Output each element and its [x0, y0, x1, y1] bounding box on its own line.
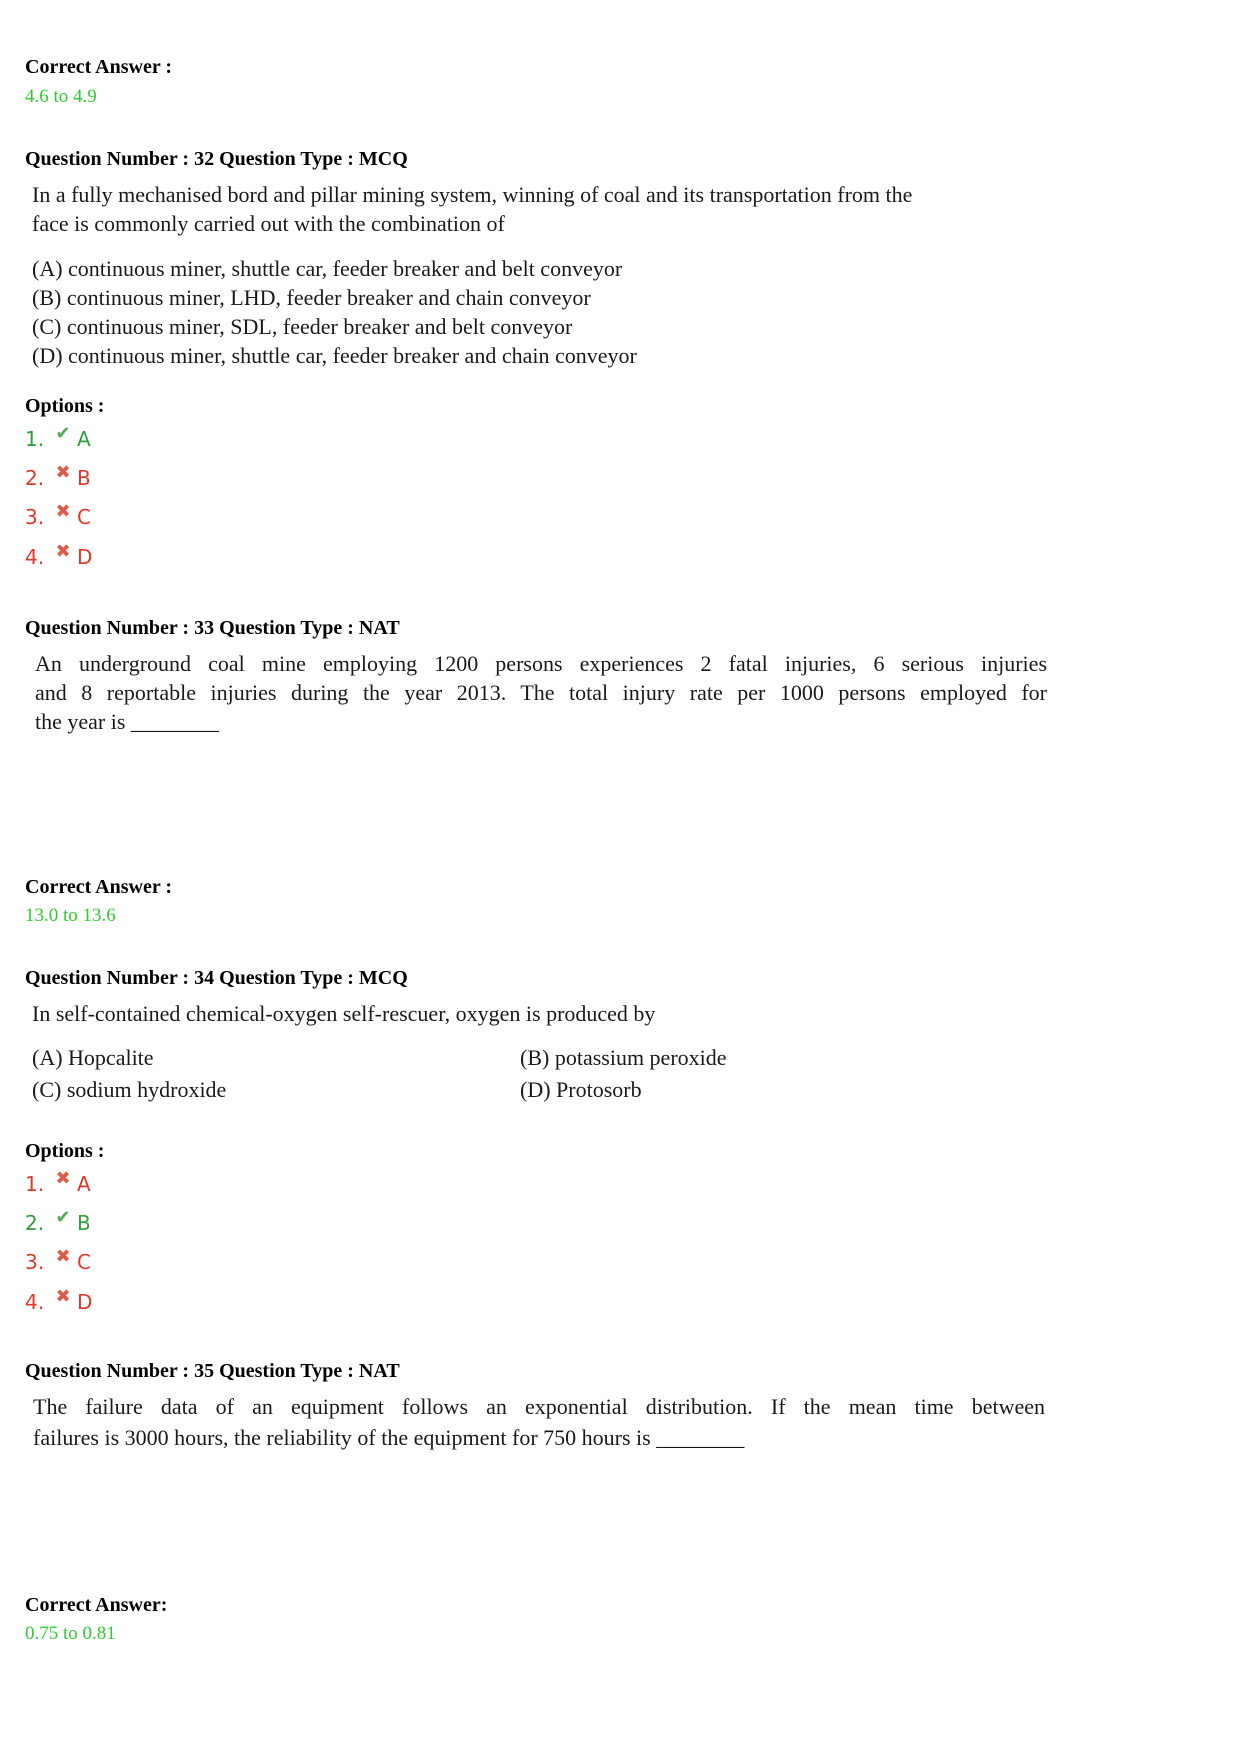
q33-answer-label: Correct Answer : — [25, 876, 172, 898]
q33-text-line2: and 8 reportable injuries during the year 2013. The total injury rate per 1000 persons employed for — [35, 680, 1047, 705]
q32-option-3 — [25, 500, 91, 529]
q34-header: Question Number : 34 Question Type : MCQ — [25, 967, 408, 989]
q32-choice-a: (A) continuous miner, shuttle car, feeder breaker and belt conveyor — [32, 256, 623, 281]
q33-question-image — [25, 645, 1055, 745]
check-icon: ✔ — [55, 422, 71, 444]
q31-answer-value: 4.6 to 4.9 — [25, 86, 97, 107]
q32-choice-d: (D) continuous miner, shuttle car, feeder breaker and chain conveyor — [32, 343, 637, 368]
cross-icon: ✖ — [55, 461, 71, 483]
q34-choice-d: (D) Protosorb — [520, 1077, 642, 1102]
q34-choice-b: (B) potassium peroxide — [520, 1045, 727, 1070]
q35-text-line2: failures is 3000 hours, the reliability of the equipment for 750 hours is ________ — [33, 1425, 745, 1450]
q32-choice-b: (B) continuous miner, LHD, feeder breaker and chain conveyor — [32, 285, 591, 310]
q35-header: Question Number : 35 Question Type : NAT — [25, 1360, 400, 1382]
cross-icon: ✖ — [55, 1285, 71, 1307]
q35-answer-label: Correct Answer: — [25, 1594, 168, 1616]
option-label: D — [77, 545, 93, 569]
q32-header: Question Number : 32 Question Type : MCQ — [25, 148, 408, 170]
option-label: C — [77, 505, 91, 529]
q32-question-image — [25, 176, 1055, 381]
q34-option-4 — [25, 1285, 93, 1314]
option-number: 4. — [25, 1290, 45, 1314]
option-label: A — [77, 427, 91, 451]
option-number: 1. — [25, 427, 45, 451]
q34-choice-c: (C) sodium hydroxide — [32, 1077, 227, 1102]
option-number: 1. — [25, 1172, 45, 1196]
q34-option-2 — [25, 1206, 91, 1235]
q34-option-1 — [25, 1167, 91, 1196]
q32-option-1 — [25, 422, 91, 451]
q33-header: Question Number : 33 Question Type : NAT — [25, 617, 400, 639]
q33-text-line3: the year is ________ — [35, 709, 219, 734]
check-icon: ✔ — [55, 1206, 71, 1228]
option-number: 2. — [25, 466, 45, 490]
option-label: A — [77, 1172, 91, 1196]
q33-answer-value: 13.0 to 13.6 — [25, 905, 116, 926]
option-label: B — [77, 1211, 91, 1235]
cross-icon: ✖ — [55, 1245, 71, 1267]
q34-options-label: Options : — [25, 1140, 105, 1162]
q33-text-line1: An underground coal mine employing 1200 persons experiences 2 fatal injuries, 6 serious injuries — [35, 651, 1047, 676]
q34-option-3 — [25, 1245, 91, 1274]
cross-icon: ✖ — [55, 500, 71, 522]
q35-text-line1: The failure data of an equipment follows an exponential distribution. If the mean time between — [33, 1394, 1045, 1419]
q32-options-label: Options : — [25, 395, 105, 417]
option-number: 4. — [25, 545, 45, 569]
option-label: C — [77, 1250, 91, 1274]
option-number: 3. — [25, 1250, 45, 1274]
option-number: 2. — [25, 1211, 45, 1235]
option-label: D — [77, 1290, 93, 1314]
q32-option-4 — [25, 540, 93, 569]
q32-option-2 — [25, 461, 91, 490]
q32-text-line1: In a fully mechanised bord and pillar mining system, winning of coal and its transportation from the — [32, 182, 913, 207]
q35-question-image — [25, 1388, 1055, 1458]
q32-choice-c: (C) continuous miner, SDL, feeder breaker and belt conveyor — [32, 314, 573, 339]
option-number: 3. — [25, 505, 45, 529]
q35-answer-value: 0.75 to 0.81 — [25, 1623, 116, 1644]
cross-icon: ✖ — [55, 1167, 71, 1189]
q32-text-line2: face is commonly carried out with the combination of — [32, 211, 505, 236]
q34-text-line1: In self-contained chemical-oxygen self-rescuer, oxygen is produced by — [32, 1001, 656, 1026]
cross-icon: ✖ — [55, 540, 71, 562]
q34-question-image — [25, 995, 765, 1115]
q34-choice-a: (A) Hopcalite — [32, 1045, 154, 1070]
option-label: B — [77, 466, 91, 490]
q31-answer-label: Correct Answer : — [25, 56, 172, 78]
